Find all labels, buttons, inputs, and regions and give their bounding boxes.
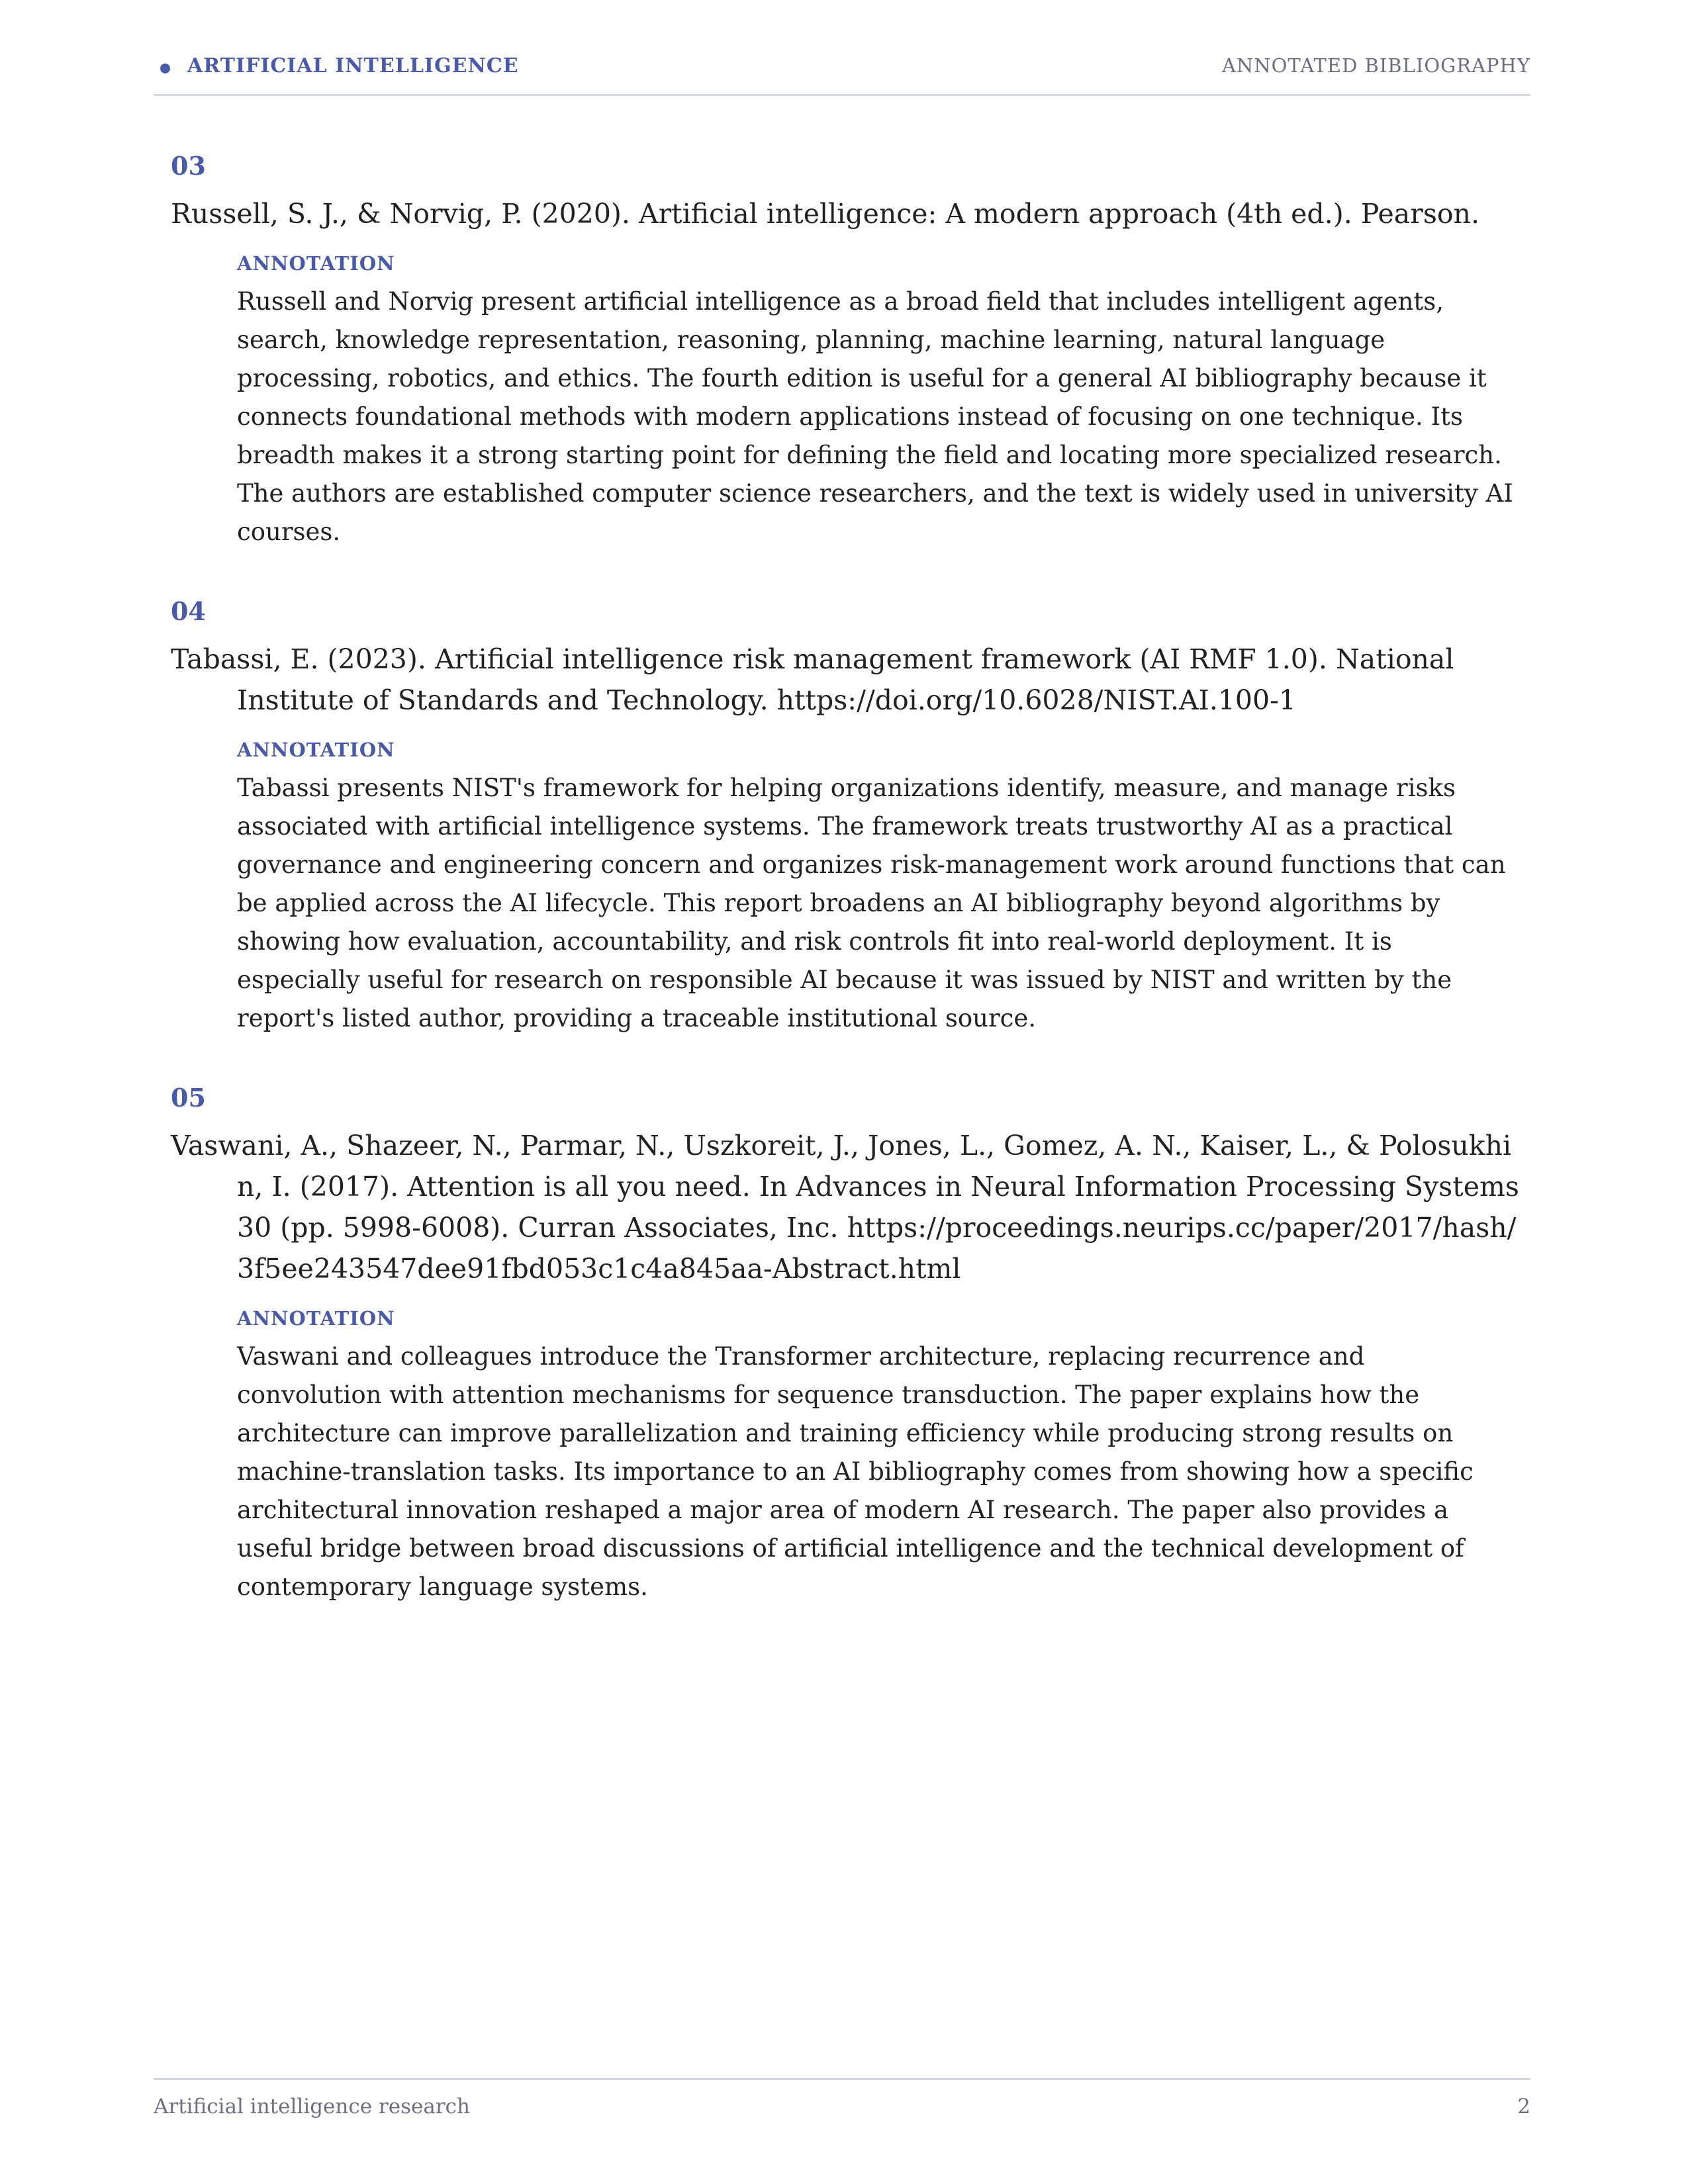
annotation-block (237, 741, 1515, 1038)
citation: Tabassi, E. (2023). Artificial intelligence risk management framework (AI RMF 1.0). National Institute of Standards and Technology. https://doi.org/10.6028/NIST.AI.100-1 (171, 643, 1454, 716)
annotation-text: Russell and Norvig present artificial intelligence as a broad field that includes intelligent agents, search, knowledge representation, reasoning, planning, machine learning, natural language processing, robotics, and ethics. The fourth edition is useful for a general AI bibliography because it connects foundational methods with modern applications instead of focusing on one technique. Its breadth makes it a strong starting point for defining the field and locating more specialized research. The authors are established computer science researchers, and the text is widely used in university AI courses. (237, 287, 1513, 546)
entry-number: 04 (171, 596, 206, 626)
entry-number: 03 (171, 151, 206, 181)
bibliography-entry (171, 151, 1521, 551)
section-tag: ARTIFICIAL INTELLIGENCE (187, 54, 519, 77)
annotation-text: Tabassi presents NIST's framework for helping organizations identify, measure, and manage risks associated with artificial intelligence systems. The framework treats trustworthy AI as a practical governance and engineering concern and organizes risk-management work around functions that can be applied across the AI lifecycle. This report broadens an AI bibliography beyond algorithms by showing how evaluation, accountability, and risk controls fit into real-world deployment. It is especially useful for research on responsible AI because it was issued by NIST and written by the report's listed author, providing a traceable institutional source. (237, 774, 1506, 1032)
entry-number: 05 (171, 1083, 206, 1113)
page-number: 2 (1517, 2095, 1530, 2118)
footer-title: Artificial intelligence research (154, 2095, 470, 2118)
annotation-label: ANNOTATION (237, 1307, 395, 1330)
annotation-text: Vaswani and colleagues introduce the Transformer architecture, replacing recurrence and convolution with attention mechanisms for sequence transduction. The paper explains how the architecture can improve parallelization and training efficiency while producing strong results on machine-translation tasks. Its importance to an AI bibliography comes from showing how a specific architectural innovation reshaped a major area of modern AI research. The paper also provides a useful bridge between broad discussions of artificial intelligence and the technical development of contemporary language systems. (237, 1342, 1474, 1601)
annotation-block (237, 254, 1515, 551)
page-header (154, 48, 1530, 96)
annotation-label: ANNOTATION (237, 739, 395, 761)
citation: Russell, S. J., & Norvig, P. (2020). Artificial intelligence: A modern approach (4th ed.). Pearson. (171, 198, 1479, 230)
annotation-label: ANNOTATION (237, 252, 395, 275)
bullet-dot-icon (160, 64, 170, 73)
bibliography-entry (171, 596, 1521, 1038)
bibliography-entry (171, 1085, 1521, 1606)
document-type: ANNOTATED BIBLIOGRAPHY (1221, 54, 1530, 77)
citation: Vaswani, A., Shazeer, N., Parmar, N., Uszkoreit, J., Jones, L., Gomez, A. N., Kaiser, L., & Polosukhin, I. (2017). Attention is all you need. In Advances in Neural Information Processing Systems 30 (pp. 5998-6008). Curran Associates, Inc. https://proceedings.neurips.cc/paper/2017/hash/3f5ee243547dee91fbd053c1c4a845aa-Abstract.html (171, 1130, 1519, 1285)
annotation-block (237, 1309, 1515, 1606)
header-section (160, 54, 519, 77)
page-footer (154, 2078, 1530, 2120)
